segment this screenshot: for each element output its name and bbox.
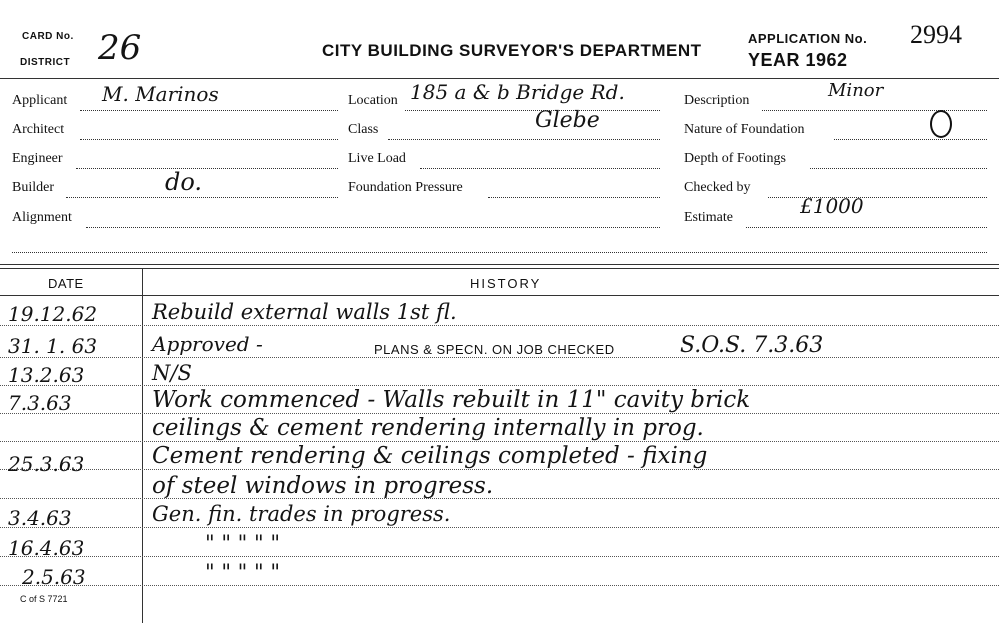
foundation-pressure-label: Foundation Pressure — [348, 180, 463, 195]
row-text: " " " " " — [205, 560, 280, 584]
row-date: 19.12.62 — [8, 302, 98, 326]
row-stamp: PLANS & SPECN. ON JOB CHECKED — [374, 342, 615, 357]
row-text: Cement rendering & ceilings completed - fixing — [152, 443, 708, 469]
table-header-rule — [0, 295, 999, 296]
alignment-label: Alignment — [12, 210, 72, 225]
live-load-label: Live Load — [348, 151, 406, 166]
row-text: ceilings & cement rendering internally in prog. — [152, 415, 704, 441]
history-header: HISTORY — [470, 276, 542, 291]
architect-label: Architect — [12, 122, 65, 137]
description-label: Description — [684, 93, 750, 108]
location-label: Location — [348, 93, 398, 108]
engineer-label: Engineer — [12, 151, 63, 166]
row-text-after: S.O.S. 7.3.63 — [680, 333, 824, 358]
row-date: 16.4.63 — [8, 536, 85, 560]
row-text: " " " " " — [205, 531, 280, 555]
row-date: 31. 1. 63 — [8, 334, 98, 358]
applicant-label: Applicant — [12, 93, 68, 108]
form-code: C of S 7721 — [20, 594, 68, 604]
estimate-value: £1000 — [800, 194, 864, 218]
card-no-value: 26 — [98, 28, 142, 68]
applicant-value: M. Marinos — [102, 82, 219, 106]
card-no-label: CARD No. — [22, 31, 74, 42]
row-date: 2.5.63 — [22, 565, 86, 589]
application-number: 2994 — [910, 20, 962, 49]
description-value: Minor — [828, 80, 884, 101]
builder-label: Builder — [12, 180, 54, 195]
table-top-rule — [0, 264, 999, 265]
row-date: 13.2.63 — [8, 363, 85, 387]
class-label: Class — [348, 122, 379, 137]
nature-of-foundation-label: Nature of Foundation — [684, 122, 805, 137]
row-text: Approved - — [152, 332, 263, 356]
row-date: 25.3.63 — [8, 452, 85, 476]
fields-bottom-rule — [12, 252, 987, 253]
row-text: Work commenced - Walls rebuilt in 11" cavity brick — [152, 387, 751, 413]
checked-by-label: Checked by — [684, 180, 751, 195]
row-date: 7.3.63 — [8, 391, 72, 415]
row-text: of steel windows in progress. — [152, 473, 494, 499]
department-title: CITY BUILDING SURVEYOR'S DEPARTMENT — [322, 41, 702, 60]
row-text: Gen. fin. trades in progress. — [152, 502, 451, 526]
estimate-label: Estimate — [684, 210, 733, 225]
builder-value: do. — [165, 168, 203, 196]
row-text: Rebuild external walls 1st fl. — [152, 300, 457, 324]
class-value: Glebe — [535, 108, 600, 133]
header-rule — [0, 78, 999, 79]
year-label: YEAR 1962 — [748, 50, 848, 70]
table-top-rule-2 — [0, 268, 999, 269]
district-label: DISTRICT — [20, 57, 71, 68]
nature-of-foundation-value — [930, 110, 952, 138]
date-header: DATE — [48, 276, 84, 291]
row-text: N/S — [152, 361, 192, 385]
row-date: 3.4.63 — [8, 506, 72, 530]
application-label: APPLICATION No. — [748, 31, 868, 46]
depth-of-footings-label: Depth of Footings — [684, 151, 786, 166]
location-value: 185 a & b Bridge Rd. — [410, 80, 625, 104]
date-column-divider — [142, 268, 143, 623]
